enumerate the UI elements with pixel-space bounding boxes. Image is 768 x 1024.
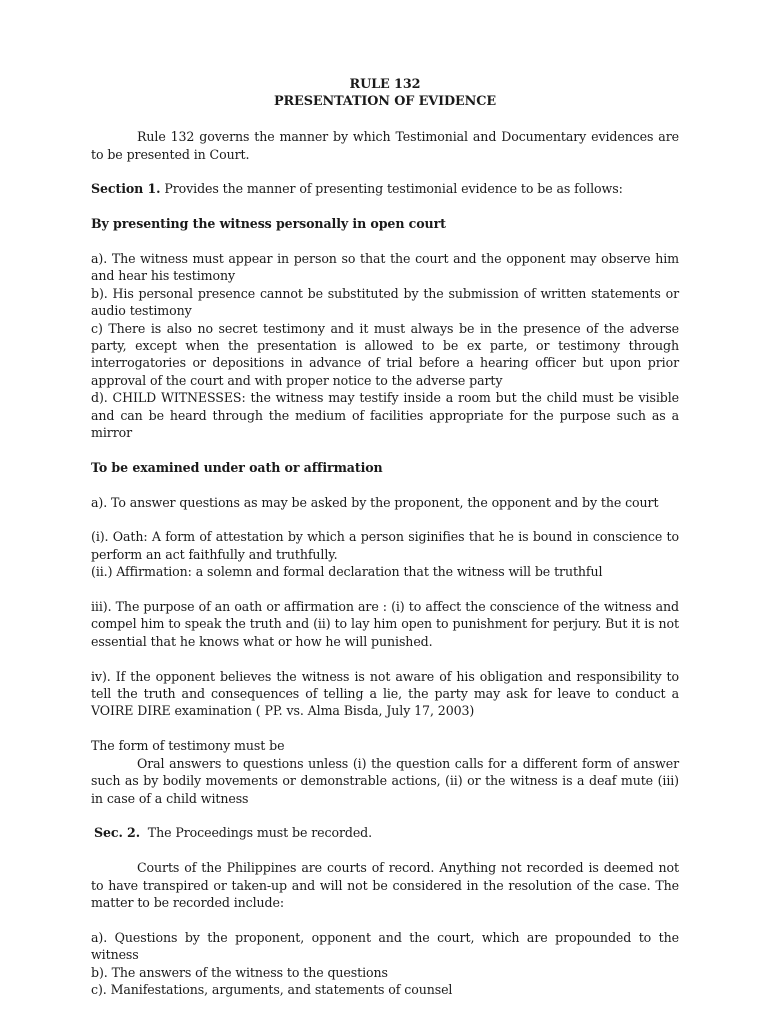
affirmation-definition: (ii.) Affirmation: a solemn and formal declaration that the witness will be truthful	[91, 564, 603, 580]
rule-number: RULE 132	[349, 77, 421, 92]
oath-item-a: a). To answer questions as may be asked by the proponent, the opponent and by the court	[91, 494, 659, 510]
heading-oath-affirmation: To be examined under oath or affirmation	[91, 459, 383, 475]
section-1-paragraph	[91, 180, 679, 197]
form-of-testimony-heading: The form of testimony must be	[91, 738, 285, 754]
section-2-text: The Proceedings must be recorded.	[140, 825, 373, 841]
section-1-text: Provides the manner of presenting testimonial evidence to be as follows:	[160, 181, 623, 197]
list-item: a). The witness must appear in person so that the court and the opponent may observe him and hear his testimony	[91, 251, 679, 284]
list-item: c) There is also no secret testimony and it must always be in the presence of the adverse party, except when the presentation is allowed to be ex parte, or testimony through interrogatories or depositions in advance of trial before a hearing officer but upon prior approval of the court and with proper notice to the adverse party	[91, 320, 679, 388]
list-item: a). Questions by the proponent, opponent and the court, which are propounded to the witness	[91, 929, 679, 963]
courts-of-record-paragraph: Courts of the Philippines are courts of record. Anything not recorded is deemed not to have transpired or taken-up and will not be considered in the resolution of the case. The matter to be recorded include:	[91, 860, 679, 910]
list-item: b). His personal presence cannot be substituted by the submission of written statements or audio testimony	[91, 285, 679, 319]
oath-definition: (i). Oath: A form of attestation by which a person siginifies that he is bound in conscience to perform an act faithfully and truthfully.	[91, 529, 679, 562]
section-1-label: Section 1.	[91, 181, 161, 197]
list-item: c). Manifestations, arguments, and statements of counsel	[91, 981, 453, 997]
voire-dire-paragraph: iv). If the opponent believes the witness is not aware of his obligation and responsibility to tell the truth and consequences of telling a lie, the party may ask for leave to conduct a VOIRE DIRE examination ( PP. vs. Alma Bisda, July 17, 2003)	[91, 668, 679, 719]
list-item: b). The answers of the witness to the questions	[91, 964, 388, 980]
list-item: d). CHILD WITNESSES: the witness may testify inside a room but the child must be visible and can be heard through the medium of facilities appropriate for the purpose such as a mirror	[91, 390, 679, 441]
document-title: PRESENTATION OF EVIDENCE	[273, 94, 496, 110]
document-page	[91, 76, 679, 998]
section-2-label: Sec. 2.	[94, 825, 140, 841]
oath-purpose: iii). The purpose of an oath or affirmation are : (i) to affect the conscience of the witness and compel him to speak the truth and (ii) to lay him open to punishment for perjury. But it is not essential that he knows what or how he will punished.	[91, 599, 679, 649]
section-2-paragraph	[91, 824, 679, 841]
form-of-testimony-text: Oral answers to questions unless (i) the question calls for a different form of answer such as by bodily movements or demonstrable actions, (ii) or the witness is a deaf mute (iii) in case of a child witness	[91, 755, 679, 806]
intro-paragraph: Rule 132 governs the manner by which Testimonial and Documentary evidences are to be presented in Court.	[91, 129, 679, 162]
heading-personal-appearance: By presenting the witness personally in open court	[91, 216, 446, 232]
